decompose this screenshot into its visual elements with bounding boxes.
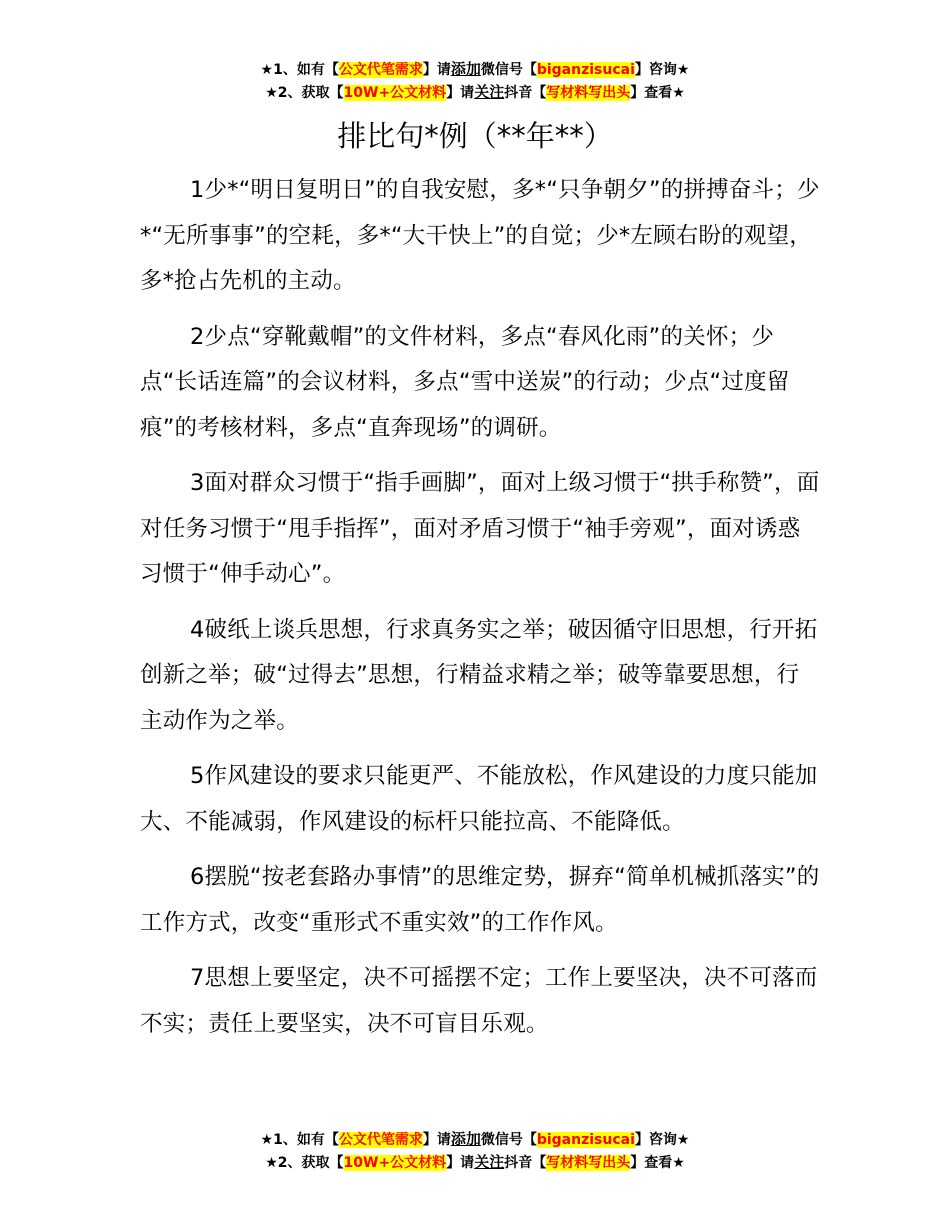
paragraph-2: 2少点“穿靴戴帽”的文件材料，多点“春风化雨”的关怀；少点“长话连篇”的会议材料，多点“雪中送炭”的行动；少点“过度留痕”的考核材料，多点“直奔现场”的调研。	[140, 323, 790, 441]
banner-line-1: ★1、如有【公文代笔需求】请添加微信号【biganzisucai】咨询★	[260, 60, 690, 78]
footer-banner	[0, 1128, 950, 1174]
document-title: 排比句*例（**年**）	[337, 119, 613, 153]
highlight-wechat-id: biganzisucai	[536, 62, 635, 78]
banner-line-2: ★2、获取【10W+公文材料】请关注抖音【写材料写出头】查看★	[265, 1153, 685, 1171]
star-icon: ★	[265, 1155, 278, 1171]
paragraph-4: 4破纸上谈兵思想，行求真务实之举；破因循守旧思想，行开拓创新之举；破“过得去”思想，行精益求精之举；破等靠要思想，行主动作为之举。	[140, 616, 818, 734]
paragraph-1: 1少*“明日复明日”的自我安慰，多*“只争朝夕”的拼搏奋斗；少*“无所事事”的空耗，多*“大干快上”的自觉；少*左顾右盼的观望，多*抢占先机的主动。	[140, 177, 820, 294]
highlight-ghostwriting: 公文代笔需求	[338, 1132, 423, 1148]
highlight-ghostwriting: 公文代笔需求	[338, 62, 423, 78]
highlight-materials: 10W+公文材料	[343, 1155, 447, 1171]
header-banner	[0, 58, 950, 104]
document-body	[140, 168, 820, 1057]
star-icon: ★	[260, 62, 274, 78]
paragraph-5: 5作风建设的要求只能更严、不能放松，作风建设的力度只能加大、不能减弱，作风建设的标杆只能拉高、不能降低。	[140, 763, 818, 835]
star-icon: ★	[260, 1132, 274, 1148]
banner-line-1: ★1、如有【公文代笔需求】请添加微信号【biganzisucai】咨询★	[260, 1130, 690, 1148]
paragraph-7: 7思想上要坚定，决不可摇摆不定；工作上要坚决，决不可落而不实；责任上要坚实，决不可盲目乐观。	[140, 965, 818, 1037]
highlight-wechat-id: biganzisucai	[536, 1132, 635, 1148]
highlight-douyin-account: 写材料写出头	[546, 1155, 631, 1171]
highlight-materials: 10W+公文材料	[343, 85, 447, 101]
banner-line-2: ★2、获取【10W+公文材料】请关注抖音【写材料写出头】查看★	[265, 83, 685, 101]
highlight-douyin-account: 写材料写出头	[546, 85, 631, 101]
paragraph-3: 3面对群众习惯于“指手画脚”，面对上级习惯于“拱手称赞”，面对任务习惯于“甩手指挥”，面对矛盾习惯于“袖手旁观”，面对诱惑习惯于“伸手动心”。	[140, 470, 820, 587]
star-icon: ★	[265, 85, 278, 101]
paragraph-6: 6摆脱“按老套路办事情”的思维定势，摒弃“简单机械抓落实”的工作方式，改变“重形式不重实效”的工作作风。	[140, 864, 820, 936]
